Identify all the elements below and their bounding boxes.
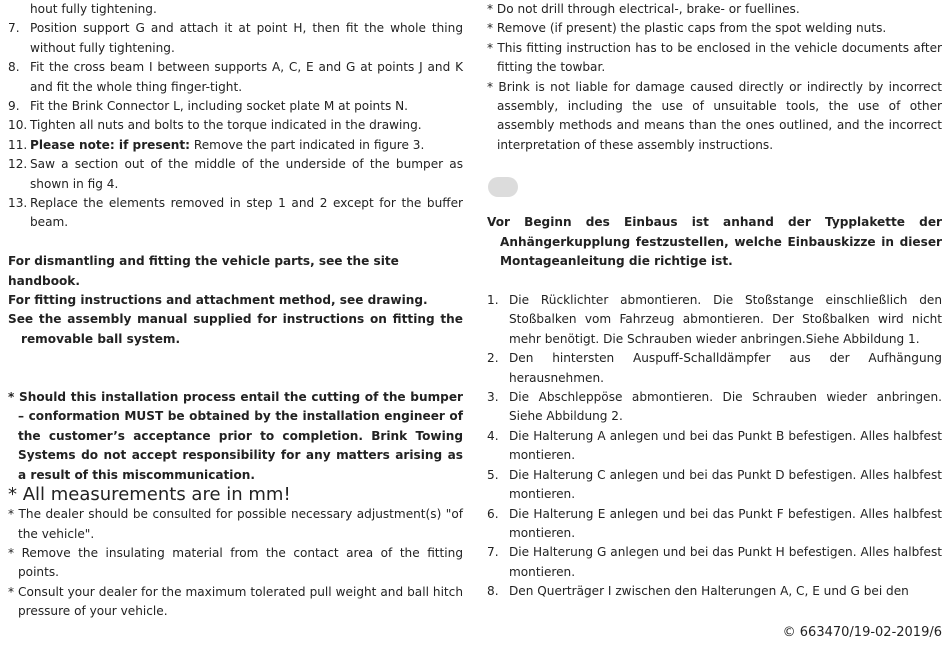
bumper-warning: * Should this installation process entail the cutting of the bumper – conformation MUST be obtained by the installation engineer of the customer’s acceptance prior to completion. Brink Towing Systems do not accept responsibility for any matters arising as a result of this miscommunication. (8, 390, 463, 482)
steps-en-list (8, 19, 463, 232)
step-item (8, 116, 463, 135)
step-number: 6. (487, 506, 499, 521)
note-item: * Consult your dealer for the maximum tolerated pull weight and ball hitch pressure of your vehicle. (8, 584, 463, 619)
step-item (8, 194, 463, 233)
right-column (487, 0, 942, 602)
step-number: 7. (487, 545, 499, 560)
note-item: * The dealer should be consulted for possible necessary adjustment(s) "of the vehicle". (8, 507, 463, 541)
step-number: 7. (8, 21, 20, 36)
step-item (8, 19, 463, 58)
left-notes-list (8, 505, 463, 621)
step-item (8, 136, 463, 155)
fitting-instructions-note: For fitting instructions and attachment method, see drawing. (8, 293, 428, 308)
steps-de-list (487, 291, 942, 602)
step-item (487, 466, 942, 505)
step-number: 2. (487, 351, 499, 366)
step-text: Den Querträger I zwischen den Halterungen A, C, E und G bei den (509, 584, 909, 599)
note-item: * Remove (if present) the plastic caps from the spot welding nuts. (487, 21, 887, 36)
step-text: Fit the cross beam I between supports A, C, E and G at points J and K and fit the whole thing finger-tight. (30, 60, 463, 94)
step-text: Die Halterung E anlegen und bei das Punkt F befestigen. Alles halbfest montieren. (509, 506, 942, 540)
step-text: Fit the Brink Connector L, including socket plate M at points N. (30, 99, 408, 114)
step-text: Den hintersten Auspuff-Schalldämpfer aus der Aufhängung herausnehmen. (509, 351, 942, 385)
note-item: * This fitting instruction has to be enclosed in the vehicle documents after fitting the towbar. (487, 40, 942, 75)
step-item (8, 97, 463, 116)
step-text: Die Rücklichter abmontieren. Die Stoßstange einschließlich den Stoßbalken vom Fahrzeug abmontieren. Der Stoßbalken wird nicht mehr benötigt. Die Schrauben wieder anbringen.Siehe Abbildung 1. (509, 293, 942, 346)
document-reference: © 663470/19-02-2019/6 (782, 625, 942, 640)
step-number: 5. (487, 467, 499, 482)
step-item (487, 388, 942, 427)
step-item (487, 582, 942, 601)
step-number: 13. (8, 196, 28, 211)
step-text: Saw a section out of the middle of the underside of the bumper as shown in fig 4. (30, 157, 463, 191)
note-item: * Remove the insulating material from the contact area of the fitting points. (8, 545, 463, 580)
site-handbook-note: For dismantling and fitting the vehicle parts, see the site handbook. (8, 254, 399, 288)
note-item: * Brink is not liable for damage caused directly or indirectly by incorrect assembly, including the use of unsuitable tools, the use of other assembly methods and means than the ones outlined, and the incorrect interpretation of these assembly instructions. (487, 79, 942, 152)
step-number: 11. (8, 137, 28, 152)
step-number: 12. (8, 157, 28, 172)
step-number: 9. (8, 99, 20, 114)
step-item (8, 58, 463, 97)
left-column (8, 0, 463, 622)
step-text: Die Abschleppöse abmontieren. Die Schrauben wieder anbringen. Siehe Abbildung 2. (509, 390, 942, 424)
step-item (8, 155, 463, 194)
step-text: Remove the part indicated in figure 3. (190, 137, 425, 152)
note-item: * Do not drill through electrical-, brake- or fuellines. (487, 2, 800, 16)
step-text: Position support G and attach it at point H, then fit the whole thing without fully tightening. (30, 21, 463, 55)
step-6-continuation: hout fully tightening. (30, 2, 157, 16)
step-text: Die Halterung C anlegen und bei das Punkt D befestigen. Alles halbfest montieren. (509, 467, 942, 502)
step-number: 4. (487, 428, 499, 443)
step-number: 3. (487, 390, 499, 405)
step-number: 10. (8, 118, 28, 133)
step-item (487, 291, 942, 349)
step-number: 8. (8, 60, 20, 75)
step-text: Tighten all nuts and bolts to the torque indicated in the drawing. (30, 118, 422, 133)
step-item (487, 349, 942, 388)
assembly-manual-note: See the assembly manual supplied for instructions on fitting the removable ball system. (8, 312, 463, 346)
right-notes-list (487, 0, 942, 155)
step-text: Die Halterung A anlegen und bei das Punkt B befestigen. Alles halbfest montieren. (509, 428, 942, 463)
step-number: 1. (487, 293, 499, 308)
step-emphasis: Please note: if present: (30, 137, 191, 152)
language-tab-marker (488, 177, 518, 197)
measurements-heading: * All measurements are in mm! (8, 484, 291, 506)
german-intro: Vor Beginn des Einbaus ist anhand der Typplakette der Anhängerkupplung festzustellen, welche Einbauskizze in dieser Montageanleitung die richtige ist. (487, 215, 942, 269)
step-text: Replace the elements removed in step 1 and 2 except for the buffer beam. (30, 196, 463, 230)
step-item (487, 427, 942, 466)
step-item (487, 543, 942, 582)
step-text: Die Halterung G anlegen und bei das Punkt H befestigen. Alles halbfest montieren. (509, 545, 942, 579)
step-item (487, 505, 942, 544)
step-number: 8. (487, 584, 499, 599)
